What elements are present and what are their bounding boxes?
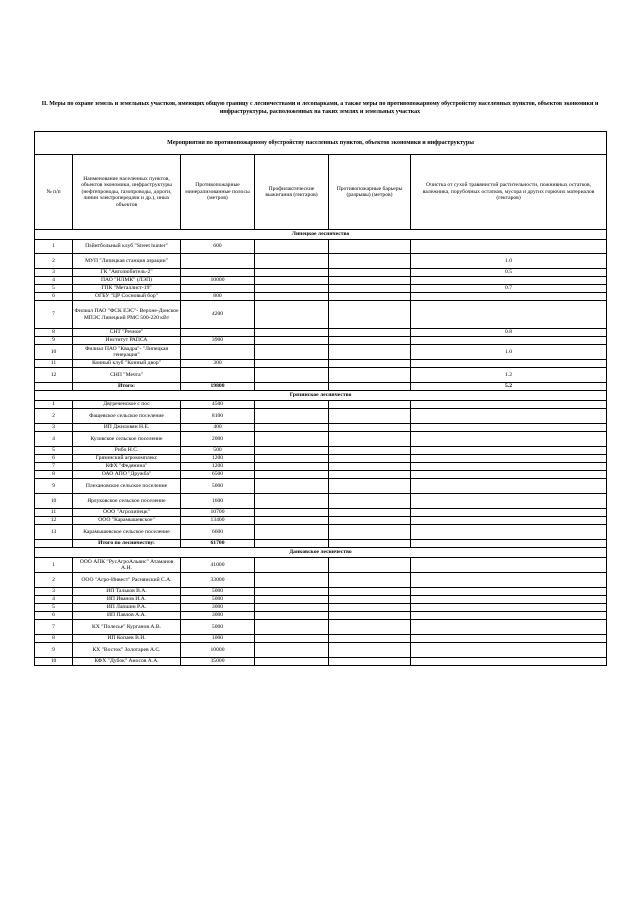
- forestry-header-row: [35, 391, 607, 401]
- total-burning: [255, 383, 329, 391]
- row-burning: [255, 643, 329, 658]
- table-row: [35, 455, 607, 463]
- table-row: [35, 573, 607, 588]
- row-cleaning: 1.0: [411, 254, 607, 269]
- row-number: 10: [35, 494, 73, 509]
- row-barriers: [329, 612, 411, 620]
- row-name: Рибо Н.С.: [73, 447, 181, 455]
- row-barriers: [329, 447, 411, 455]
- row-number: 2: [35, 409, 73, 424]
- row-burning: [255, 329, 329, 337]
- row-barriers: [329, 285, 411, 293]
- row-burning: [255, 494, 329, 509]
- row-strips: 500: [181, 447, 255, 455]
- row-name: КФХ "Федянина": [73, 463, 181, 471]
- row-barriers: [329, 432, 411, 447]
- row-strips: 1600: [181, 494, 255, 509]
- row-name: Институт РАПСА: [73, 337, 181, 345]
- total-barriers: [329, 383, 411, 391]
- row-name: ИП Копаев В.И.: [73, 635, 181, 643]
- total-empty: [35, 383, 73, 391]
- total-empty: [35, 540, 73, 548]
- table-row: [35, 494, 607, 509]
- table-row: [35, 612, 607, 620]
- table-row: [35, 479, 607, 494]
- table-row: [35, 517, 607, 525]
- row-strips: 4200: [181, 301, 255, 329]
- table-title: Мероприятия по противопожарному обустройству населенных пунктов, объектов экономики и инфраструктуры: [35, 132, 607, 155]
- row-number: 1: [35, 401, 73, 409]
- row-barriers: [329, 588, 411, 596]
- row-strips: 3900: [181, 337, 255, 345]
- col-header-cleaning: Очистка от сухой травянистой растительности, пожнивных остатков, валежника, порубочных остатков, мусора и других горючих материалов (гектаров): [411, 155, 607, 230]
- row-name: КХ "Восток" Золотарев А.С.: [73, 643, 181, 658]
- row-strips: 41000: [181, 558, 255, 573]
- total-strips: 61700: [181, 540, 255, 548]
- row-barriers: [329, 509, 411, 517]
- row-strips: 13400: [181, 517, 255, 525]
- row-name: ГК "Автолюбитель-2": [73, 269, 181, 277]
- col-header-barriers: Противопожарные барьеры (разрывы) (метров): [329, 155, 411, 230]
- table-row: [35, 360, 607, 368]
- row-cleaning: [411, 596, 607, 604]
- row-number: 11: [35, 360, 73, 368]
- row-cleaning: [411, 409, 607, 424]
- table-row: [35, 658, 607, 666]
- row-strips: 3000: [181, 612, 255, 620]
- row-name: КФХ "Дубок" Аносов А.А.: [73, 658, 181, 666]
- table-row: [35, 596, 607, 604]
- row-burning: [255, 424, 329, 432]
- row-burning: [255, 509, 329, 517]
- row-number: 8: [35, 471, 73, 479]
- row-burning: [255, 455, 329, 463]
- row-burning: [255, 293, 329, 301]
- row-barriers: [329, 463, 411, 471]
- row-strips: 2000: [181, 432, 255, 447]
- row-barriers: [329, 604, 411, 612]
- row-number: 6: [35, 455, 73, 463]
- table-row: [35, 588, 607, 596]
- row-cleaning: [411, 447, 607, 455]
- table-row: [35, 424, 607, 432]
- row-number: 9: [35, 337, 73, 345]
- row-barriers: [329, 558, 411, 573]
- row-name: Ярлуковское сельское поселение: [73, 494, 181, 509]
- row-name: ПАО "НЛМК" (ЛЭП): [73, 277, 181, 285]
- row-number: 3: [35, 269, 73, 277]
- row-number: 8: [35, 329, 73, 337]
- row-name: ООО "Агролипецк": [73, 509, 181, 517]
- row-burning: [255, 588, 329, 596]
- row-barriers: [329, 254, 411, 269]
- row-strips: [181, 269, 255, 277]
- row-strips: 8100: [181, 409, 255, 424]
- table-row: [35, 240, 607, 254]
- row-burning: [255, 604, 329, 612]
- row-strips: [181, 345, 255, 360]
- row-burning: [255, 558, 329, 573]
- row-barriers: [329, 596, 411, 604]
- row-number: 13: [35, 525, 73, 540]
- row-number: 5: [35, 285, 73, 293]
- row-cleaning: [411, 401, 607, 409]
- table-row: [35, 558, 607, 573]
- row-number: 8: [35, 635, 73, 643]
- row-cleaning: [411, 455, 607, 463]
- row-burning: [255, 301, 329, 329]
- row-burning: [255, 269, 329, 277]
- row-burning: [255, 447, 329, 455]
- row-cleaning: 0.5: [411, 269, 607, 277]
- row-burning: [255, 337, 329, 345]
- row-burning: [255, 612, 329, 620]
- section-heading: II. Меры по охране земель и земельных участков, имеющих общую границу с лесничествами и лесопарками, а также меры по противопожарному обустройству населенных пунктов, объектов экономики и инфраструктуры, расположенных на таких землях и земельных участках: [41, 101, 599, 116]
- row-barriers: [329, 401, 411, 409]
- row-strips: 4500: [181, 401, 255, 409]
- row-burning: [255, 409, 329, 424]
- table-row: [35, 293, 607, 301]
- row-strips: 10000: [181, 643, 255, 658]
- row-barriers: [329, 573, 411, 588]
- row-number: 2: [35, 254, 73, 269]
- row-name: ООО "Агро-Инвест" Раснянский С.А.: [73, 573, 181, 588]
- row-number: 4: [35, 277, 73, 285]
- total-strips: 19800: [181, 383, 255, 391]
- row-name: Карамышевское сельское поселение: [73, 525, 181, 540]
- row-name: ИП Павлов А.А.: [73, 612, 181, 620]
- row-name: Филиал ПАО "Квадра"- "Липецкая генерация": [73, 345, 181, 360]
- row-name: ОАО АПО "Дружба": [73, 471, 181, 479]
- row-strips: 1200: [181, 463, 255, 471]
- table-row: [35, 277, 607, 285]
- row-cleaning: [411, 277, 607, 285]
- row-strips: [181, 285, 255, 293]
- row-strips: 300: [181, 360, 255, 368]
- row-barriers: [329, 368, 411, 383]
- table-row: [35, 254, 607, 269]
- row-number: 3: [35, 588, 73, 596]
- row-name: Фащевское сельское поселение: [73, 409, 181, 424]
- row-cleaning: [411, 479, 607, 494]
- row-number: 6: [35, 293, 73, 301]
- row-burning: [255, 620, 329, 635]
- row-barriers: [329, 479, 411, 494]
- forestry-name: Грязинское лесничество: [35, 391, 607, 401]
- table-body: [35, 230, 607, 666]
- row-strips: 35000: [181, 658, 255, 666]
- row-cleaning: 1.2: [411, 368, 607, 383]
- row-barriers: [329, 525, 411, 540]
- row-name: ООО "Карамышевское": [73, 517, 181, 525]
- row-burning: [255, 285, 329, 293]
- row-number: 11: [35, 509, 73, 517]
- row-cleaning: [411, 293, 607, 301]
- table-row: [35, 525, 607, 540]
- row-burning: [255, 432, 329, 447]
- row-barriers: [329, 293, 411, 301]
- row-cleaning: 0.8: [411, 329, 607, 337]
- row-number: 7: [35, 463, 73, 471]
- row-cleaning: [411, 301, 607, 329]
- table-row: [35, 401, 607, 409]
- row-number: 10: [35, 345, 73, 360]
- row-burning: [255, 658, 329, 666]
- table-row: [35, 409, 607, 424]
- col-header-name: Наименование населенных пунктов, объектов экономики, инфраструктуры (нефтепроводы, газопроводы, дороги, линии электропередачи и др.), иных объектов: [73, 155, 181, 230]
- col-header-strips: Противопожарные минерализованные полосы (метров): [181, 155, 255, 230]
- row-barriers: [329, 240, 411, 254]
- row-number: 7: [35, 620, 73, 635]
- row-cleaning: [411, 558, 607, 573]
- forestry-name: Липецкое лесничество: [35, 230, 607, 240]
- row-strips: 5000: [181, 620, 255, 635]
- row-cleaning: [411, 635, 607, 643]
- row-number: 9: [35, 479, 73, 494]
- row-name: ОГБУ "ЦР Сосновый бор": [73, 293, 181, 301]
- row-strips: 5000: [181, 596, 255, 604]
- row-burning: [255, 517, 329, 525]
- row-barriers: [329, 424, 411, 432]
- row-barriers: [329, 277, 411, 285]
- row-barriers: [329, 517, 411, 525]
- row-barriers: [329, 345, 411, 360]
- row-barriers: [329, 409, 411, 424]
- row-strips: 400: [181, 424, 255, 432]
- row-name: СНТ "Речное": [73, 329, 181, 337]
- row-strips: [181, 329, 255, 337]
- row-number: 5: [35, 447, 73, 455]
- row-barriers: [329, 455, 411, 463]
- table-row: [35, 643, 607, 658]
- row-cleaning: 1.0: [411, 345, 607, 360]
- col-header-number: № п/п: [35, 155, 73, 230]
- row-cleaning: [411, 424, 607, 432]
- table-row: [35, 620, 607, 635]
- row-name: ГПК "Металлист-19": [73, 285, 181, 293]
- row-cleaning: [411, 360, 607, 368]
- row-name: Грязинский агрокомплекс: [73, 455, 181, 463]
- row-burning: [255, 525, 329, 540]
- row-name: ИП Тальков В.А.: [73, 588, 181, 596]
- row-name: СНП "Мечта": [73, 368, 181, 383]
- row-cleaning: [411, 658, 607, 666]
- total-cleaning: [411, 540, 607, 548]
- table-row: [35, 285, 607, 293]
- row-name: Конный клуб "Конный двор": [73, 360, 181, 368]
- row-cleaning: [411, 620, 607, 635]
- table-row: [35, 368, 607, 383]
- row-number: 10: [35, 658, 73, 666]
- table-row: [35, 471, 607, 479]
- row-burning: [255, 254, 329, 269]
- table-row: [35, 604, 607, 612]
- row-burning: [255, 573, 329, 588]
- row-cleaning: [411, 517, 607, 525]
- row-burning: [255, 277, 329, 285]
- table-row: [35, 329, 607, 337]
- total-label: Итого по лесничеству:: [73, 540, 181, 548]
- total-row: [35, 383, 607, 391]
- row-cleaning: [411, 588, 607, 596]
- row-burning: [255, 471, 329, 479]
- row-name: ИП Джиловян Н.Е.: [73, 424, 181, 432]
- row-number: 1: [35, 558, 73, 573]
- row-cleaning: [411, 463, 607, 471]
- row-barriers: [329, 658, 411, 666]
- row-barriers: [329, 494, 411, 509]
- row-name: МУП "Липецкая станция аэрации": [73, 254, 181, 269]
- table-row: [35, 509, 607, 517]
- row-cleaning: [411, 612, 607, 620]
- row-number: 7: [35, 301, 73, 329]
- row-cleaning: [411, 240, 607, 254]
- row-strips: 3000: [181, 604, 255, 612]
- row-burning: [255, 401, 329, 409]
- row-name: КХ "Полесье" Курганов А.В.: [73, 620, 181, 635]
- row-name: Пэйнтбольный клуб "Street hunter": [73, 240, 181, 254]
- table-row: [35, 345, 607, 360]
- fire-safety-table: [34, 131, 607, 666]
- forestry-header-row: [35, 548, 607, 558]
- row-barriers: [329, 269, 411, 277]
- row-burning: [255, 360, 329, 368]
- row-strips: 10700: [181, 509, 255, 517]
- table-row: [35, 337, 607, 345]
- row-name: Двуреченское с пос: [73, 401, 181, 409]
- total-label: Итого:: [73, 383, 181, 391]
- row-number: 1: [35, 240, 73, 254]
- row-barriers: [329, 329, 411, 337]
- total-burning: [255, 540, 329, 548]
- table-row: [35, 463, 607, 471]
- row-strips: [181, 368, 255, 383]
- row-barriers: [329, 635, 411, 643]
- total-cleaning: 5.2: [411, 383, 607, 391]
- row-name: Кузовское сельское поселение: [73, 432, 181, 447]
- row-strips: 33000: [181, 573, 255, 588]
- row-number: 12: [35, 517, 73, 525]
- table-row: [35, 635, 607, 643]
- row-cleaning: [411, 525, 607, 540]
- row-name: Плехановское сельское поселение: [73, 479, 181, 494]
- row-cleaning: [411, 643, 607, 658]
- row-cleaning: [411, 509, 607, 517]
- row-number: 6: [35, 612, 73, 620]
- row-cleaning: [411, 604, 607, 612]
- row-cleaning: [411, 471, 607, 479]
- forestry-header-row: [35, 230, 607, 240]
- row-number: 9: [35, 643, 73, 658]
- row-burning: [255, 463, 329, 471]
- row-strips: 6500: [181, 471, 255, 479]
- row-name: ИП Лапшин Р.А.: [73, 604, 181, 612]
- row-cleaning: [411, 432, 607, 447]
- row-strips: 600: [181, 240, 255, 254]
- row-barriers: [329, 360, 411, 368]
- forestry-name: Данковское лесничество: [35, 548, 607, 558]
- row-strips: 5000: [181, 479, 255, 494]
- total-barriers: [329, 540, 411, 548]
- row-cleaning: [411, 573, 607, 588]
- table-row: [35, 447, 607, 455]
- row-name: ООО АПК "РусАгроАльянс" Атаманов А.Н.: [73, 558, 181, 573]
- row-barriers: [329, 471, 411, 479]
- row-strips: 800: [181, 293, 255, 301]
- row-burning: [255, 596, 329, 604]
- total-row: [35, 540, 607, 548]
- row-burning: [255, 345, 329, 360]
- row-strips: 6600: [181, 525, 255, 540]
- row-number: 3: [35, 424, 73, 432]
- row-burning: [255, 635, 329, 643]
- row-barriers: [329, 337, 411, 345]
- row-strips: [181, 254, 255, 269]
- row-strips: 5000: [181, 588, 255, 596]
- col-header-burning: Профилактические выжигания (гектаров): [255, 155, 329, 230]
- table-row: [35, 269, 607, 277]
- row-number: 2: [35, 573, 73, 588]
- row-strips: 1000: [181, 635, 255, 643]
- table-row: [35, 432, 607, 447]
- row-strips: 10000: [181, 277, 255, 285]
- row-burning: [255, 479, 329, 494]
- row-barriers: [329, 643, 411, 658]
- row-cleaning: [411, 337, 607, 345]
- row-number: 4: [35, 432, 73, 447]
- row-number: 12: [35, 368, 73, 383]
- row-cleaning: 0.7: [411, 285, 607, 293]
- row-barriers: [329, 301, 411, 329]
- row-barriers: [329, 620, 411, 635]
- row-cleaning: [411, 494, 607, 509]
- row-name: ИП Иванов И.А.: [73, 596, 181, 604]
- row-name: Филиал ПАО "ФСК ЕЭС"- Верхне-Донское МПЭС Липецкий РМС 500-220 кВт: [73, 301, 181, 329]
- row-burning: [255, 368, 329, 383]
- table-row: [35, 301, 607, 329]
- row-burning: [255, 240, 329, 254]
- row-number: 4: [35, 596, 73, 604]
- row-strips: 1200: [181, 455, 255, 463]
- row-number: 5: [35, 604, 73, 612]
